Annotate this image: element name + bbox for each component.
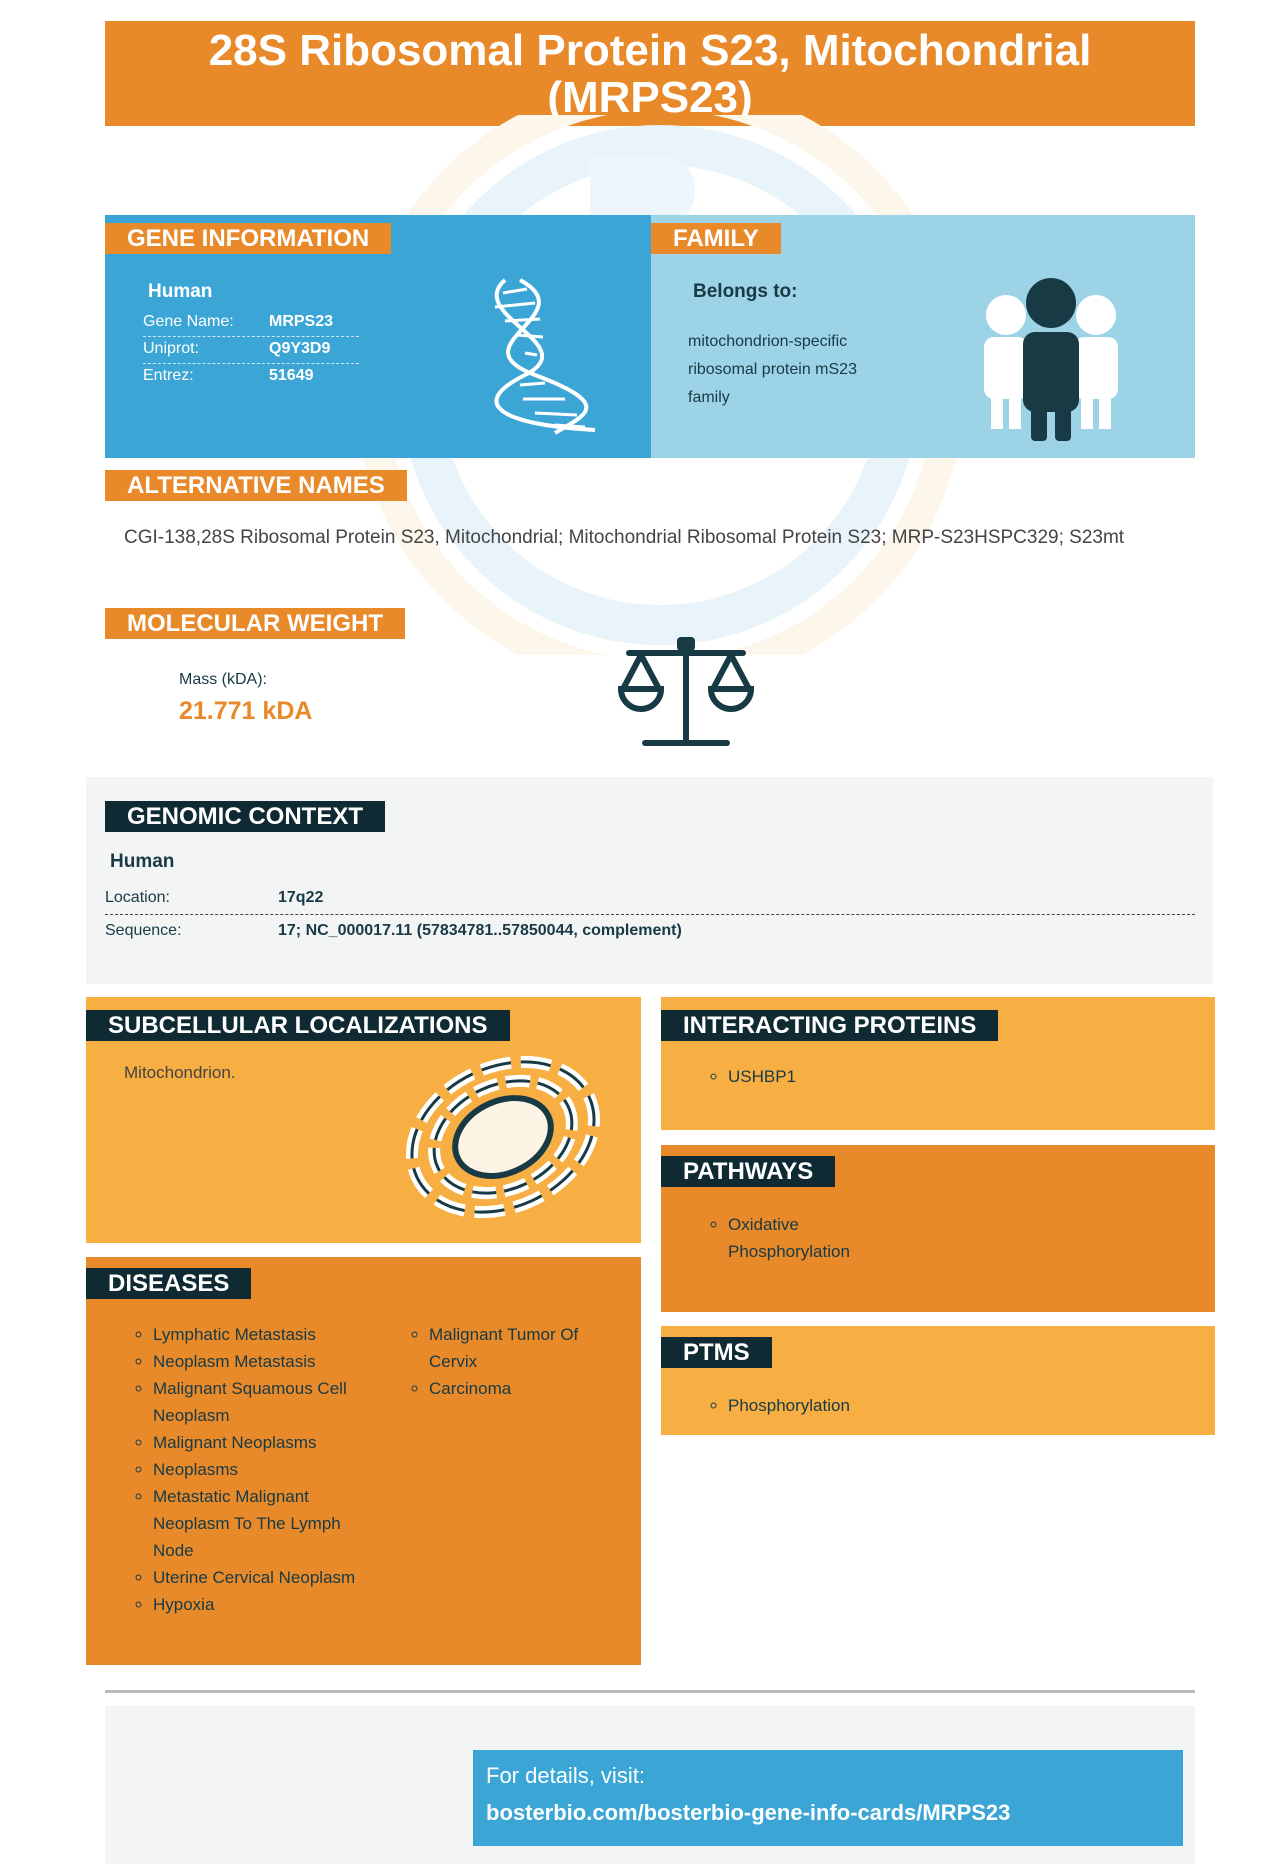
gene-name-value: MRPS23 — [269, 313, 334, 330]
details-link[interactable]: bosterbio.com/bosterbio-gene-info-cards/MRPS23 — [486, 1800, 1011, 1825]
pathways-heading: PATHWAYS — [661, 1156, 835, 1187]
list-item: ◦ Neoplasms — [153, 1456, 383, 1483]
mass-value: 21.771 kDA — [179, 697, 313, 725]
entrez-row — [143, 363, 359, 390]
sequence-row — [105, 920, 1195, 946]
family-line: family — [688, 389, 730, 406]
entrez-value: 51649 — [269, 367, 314, 384]
pathways-list — [704, 1211, 898, 1265]
family-description — [688, 328, 857, 412]
diseases-heading: DISEASES — [86, 1268, 251, 1299]
list-item: ◦ USHBP1 — [728, 1063, 796, 1090]
mitochondrion-icon — [396, 1047, 611, 1227]
list-item: ◦ Malignant Tumor Of Cervix — [429, 1321, 629, 1375]
balance-scale-icon — [615, 633, 757, 751]
gene-name-row — [143, 309, 359, 337]
gene-name-label: Gene Name: — [143, 313, 234, 330]
belongs-to-label: Belongs to: — [693, 281, 798, 302]
interacting-proteins-panel — [661, 997, 1215, 1130]
list-item: ◦ Carcinoma — [429, 1375, 629, 1402]
list-item: ◦ Malignant Neoplasms — [153, 1429, 383, 1456]
sequence-value: 17; NC_000017.11 (57834781..57850044, complement) — [278, 922, 682, 939]
uniprot-value: Q9Y3D9 — [269, 340, 331, 357]
family-line: ribosomal protein mS23 — [688, 361, 857, 378]
list-item: ◦ Metastatic Malignant Neoplasm To The Lymph Node — [153, 1483, 383, 1564]
list-item: ◦ Malignant Squamous Cell Neoplasm — [153, 1375, 383, 1429]
subcellular-heading: SUBCELLULAR LOCALIZATIONS — [86, 1010, 510, 1041]
subcellular-text: Mitochondrion. — [124, 1063, 236, 1082]
genomic-context-panel — [86, 777, 1213, 984]
people-group-icon — [971, 275, 1131, 445]
details-box — [473, 1750, 1183, 1846]
family-heading: FAMILY — [651, 223, 781, 254]
list-item: ◦ Phosphorylation — [728, 1392, 850, 1419]
molecular-weight-heading: MOLECULAR WEIGHT — [105, 608, 405, 639]
list-item: ◦ Hypoxia — [153, 1591, 383, 1618]
page-title: 28S Ribosomal Protein S23, Mitochondrial (MRPS23) — [105, 21, 1195, 126]
ptms-panel — [661, 1326, 1215, 1435]
ptms-heading: PTMS — [661, 1337, 772, 1368]
alternative-names-text: CGI-138,28S Ribosomal Protein S23, Mitochondrial; Mitochondrial Ribosomal Protein S23; MRP-S23HSPC329; S23mt — [124, 527, 1125, 548]
diseases-panel — [86, 1257, 641, 1665]
gene-species: Human — [148, 281, 213, 302]
interacting-proteins-list — [704, 1063, 796, 1090]
details-label: For details, visit: — [486, 1763, 645, 1788]
uniprot-label: Uniprot: — [143, 340, 200, 357]
gene-information-heading: GENE INFORMATION — [105, 223, 391, 254]
uniprot-row — [143, 336, 359, 364]
genomic-context-heading: GENOMIC CONTEXT — [105, 801, 385, 832]
sequence-label: Sequence: — [105, 922, 182, 939]
diseases-list-left — [129, 1321, 383, 1618]
subcellular-panel — [86, 997, 641, 1243]
dna-helix-icon — [465, 275, 615, 435]
family-panel — [651, 215, 1195, 458]
location-value: 17q22 — [278, 889, 324, 906]
list-item: ◦ Oxidative Phosphorylation — [728, 1211, 898, 1265]
genomic-species: Human — [110, 851, 175, 872]
pathways-panel — [661, 1145, 1215, 1312]
gene-information-panel — [105, 215, 651, 458]
family-line: mitochondrion-specific — [688, 333, 848, 350]
entrez-label: Entrez: — [143, 367, 194, 384]
location-label: Location: — [105, 889, 170, 906]
location-row — [105, 885, 1195, 915]
mass-label: Mass (kDA): — [179, 671, 267, 688]
list-item: ◦ Neoplasm Metastasis — [153, 1348, 383, 1375]
footer-divider — [105, 1690, 1195, 1693]
ptms-list — [704, 1392, 850, 1419]
list-item: ◦ Lymphatic Metastasis — [153, 1321, 383, 1348]
diseases-list-right — [405, 1321, 629, 1402]
alternative-names-heading: ALTERNATIVE NAMES — [105, 470, 407, 501]
list-item: ◦ Uterine Cervical Neoplasm — [153, 1564, 383, 1591]
interacting-proteins-heading: INTERACTING PROTEINS — [661, 1010, 998, 1041]
